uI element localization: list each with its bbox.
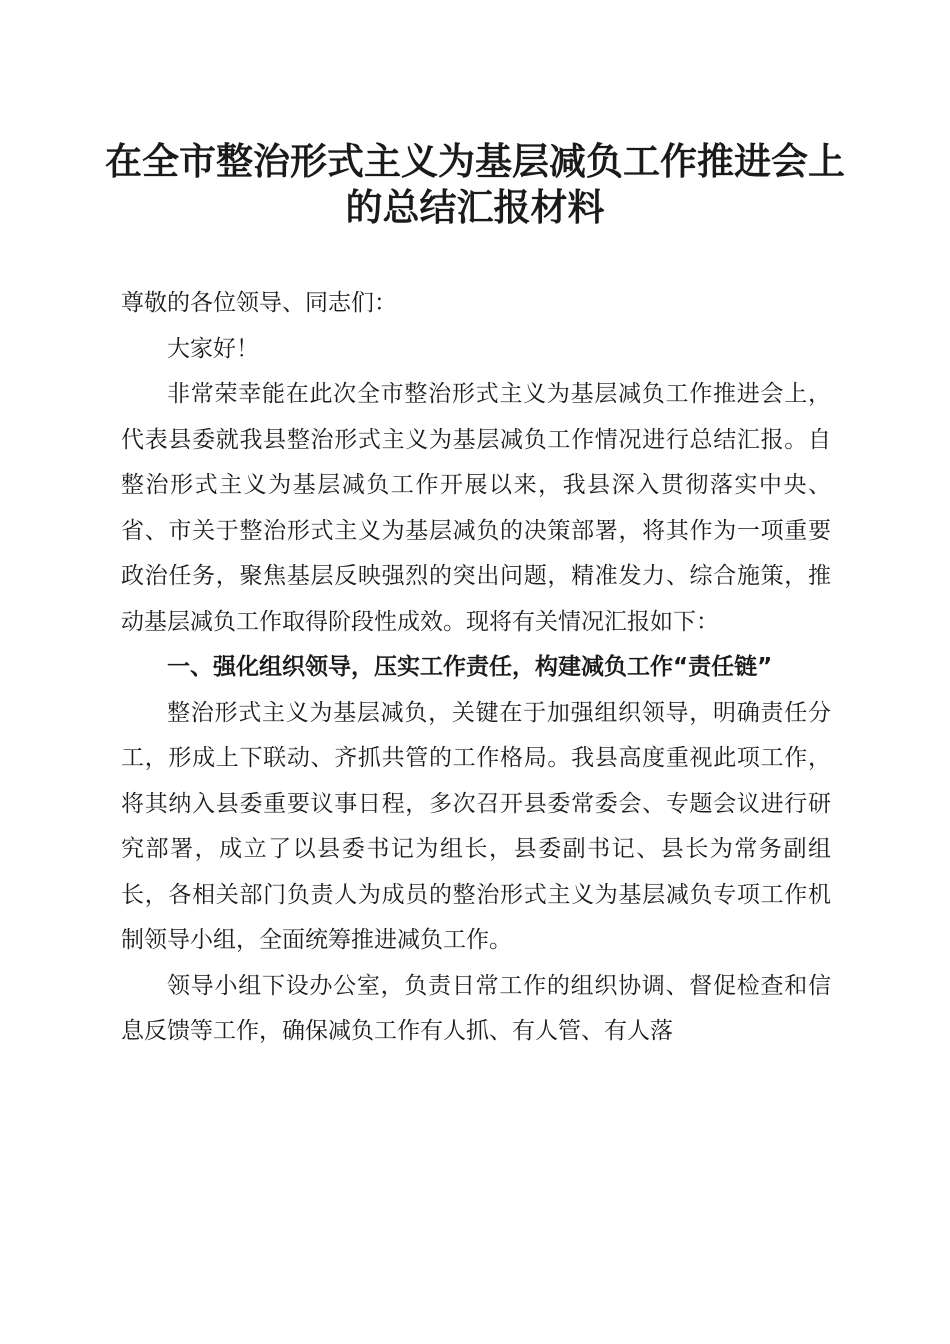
section-heading-1: 一、强化组织领导，压实工作责任，构建减负工作“责任链” — [167, 654, 773, 680]
section-1-paragraph-2: 领导小组下设办公室，负责日常工作的组织协调、督促检查和信息反馈等工作，确保减负工作有人抓、有人管、有人落 — [121, 972, 831, 1044]
greeting: 大家好！ — [167, 335, 259, 362]
document-title-line-1: 在全市整治形式主义为基层减负工作推进会上 — [105, 140, 845, 183]
document-title-line-2: 的总结汇报材料 — [345, 186, 605, 229]
intro-paragraph: 非常荣幸能在此次全市整治形式主义为基层减负工作推进会上，代表县委就我县整治形式主义为基层减负工作情况进行总结汇报。自整治形式主义为基层减负工作开展以来，我县深入贯彻落实中央、省、市关于整治形式主义为基层减负的决策部署，将其作为一项重要政治任务，聚焦基层反映强烈的突出问题，精准发力、综合施策，推动基层减负工作取得阶段性成效。现将有关情况汇报如下： — [121, 381, 831, 635]
salutation: 尊敬的各位领导、同志们： — [121, 290, 397, 316]
document-body — [121, 281, 831, 1055]
section-1-paragraph-1: 整治形式主义为基层减负，关键在于加强组织领导，明确责任分工，形成上下联动、齐抓共管的工作格局。我县高度重视此项工作，将其纳入县委重要议事日程，多次召开县委常委会、专题会议进行研究部署，成立了以县委书记为组长，县委副书记、县长为常务副组长，各相关部门负责人为成员的整治形式主义为基层减负专项工作机制领导小组，全面统筹推进减负工作。 — [121, 699, 831, 953]
